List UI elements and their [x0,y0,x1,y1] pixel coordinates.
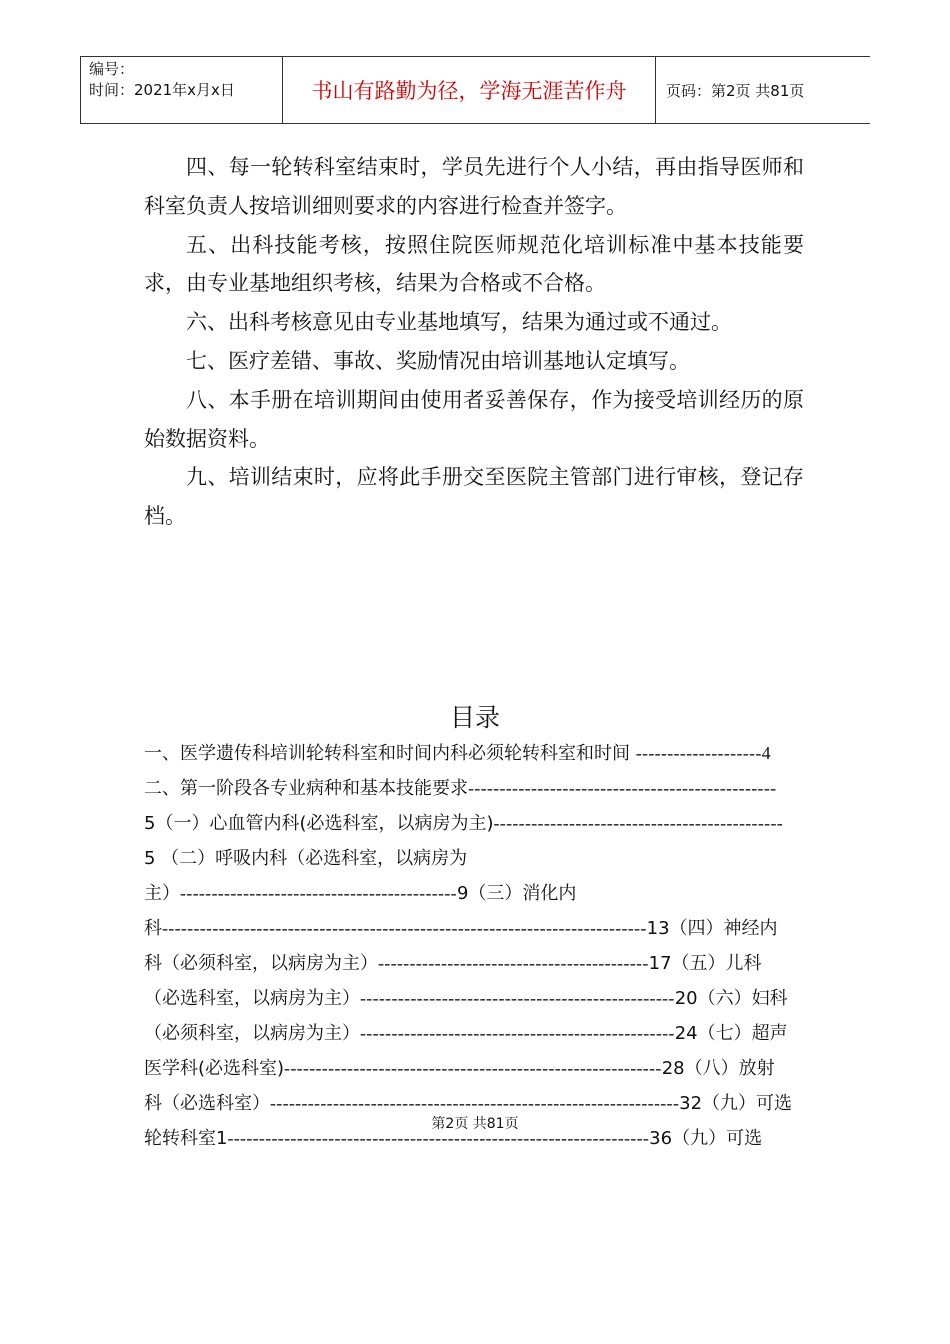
toc-leader: -------------------------------------------------- [360,1023,675,1043]
toc-line[interactable] [144,1051,804,1086]
paragraph: 五、出科技能考核，按照住院医师规范化培训标准中基本技能要求，由专业基地组织考核，结果为合格或不合格。 [144,232,804,296]
toc-text: 主） [144,883,180,904]
toc-text: 科 [144,918,162,939]
header-meta [81,57,283,123]
toc-text: 5 （二）呼吸内科（必选科室，以病房为 [144,848,468,869]
toc-page: 9（三）消化内 [456,883,577,904]
page-footer: 第2页 共81页 [431,1116,519,1132]
toc-line[interactable] [144,911,804,946]
toc-line[interactable] [144,806,804,841]
toc-text: 科（必选科室） [144,1093,270,1114]
toc-page: 13（四）神经内 [646,918,778,939]
toc-leader: -------------------- [635,743,762,763]
instructions-body [144,148,804,536]
toc-line[interactable] [144,736,804,771]
toc-leader: ------------------------------------------- [378,953,649,973]
toc-leader: ---------------------------------------------- [493,813,784,833]
toc-text: 二、第一阶段各专业病种和基本技能要求 [144,778,468,799]
date-label: 时间：2021年x月x日 [89,81,235,99]
paragraph: 八、本手册在培训期间由使用者妥善保存，作为接受培训经历的原始数据资料。 [144,387,804,451]
page-info: 页码：第2页 共81页 [666,81,805,100]
toc-leader: ------------------------------------------------------------------- [227,1128,650,1148]
toc-text: （必须科室，以病房为主） [144,1023,360,1044]
motto: 书山有路勤为径，学海无涯苦作舟 [283,57,656,123]
toc-line[interactable] [144,1016,804,1051]
toc-line[interactable] [144,946,804,981]
toc-leader: -------------------------------------------- [180,883,457,903]
toc-leader: ------------------------------------------------- [468,778,777,798]
toc-title: 目录 [449,703,500,732]
toc-text: （必选科室，以病房为主） [144,988,360,1009]
toc-text: 5（一）心血管内科(必选科室，以病房为主) [144,813,494,834]
paragraph: 四、每一轮转科室结束时，学员先进行个人小结，再由指导医师和科室负责人按培训细则要求的内容进行检查并签字。 [144,155,804,218]
toc-page: 20（六）妇科 [674,988,788,1009]
paragraph: 九、培训结束时，应将此手册交至医院主管部门进行审核，登记存档。 [144,465,804,529]
toc-line[interactable] [144,841,804,876]
toc-line[interactable] [144,981,804,1016]
toc-leader: ------------------------------------------------------------ [284,1058,662,1078]
toc-page: 24（七）超声 [674,1023,788,1044]
toc-page: 17（五）儿科 [648,953,762,974]
number-label: 编号： [89,60,135,78]
toc-text: 轮转科室1 [144,1128,228,1149]
toc-text: 科（必须科室，以病房为主） [144,953,378,974]
header-table [80,56,870,124]
toc-text: 一、医学遗传科培训轮转科室和时间内科必须轮转科室和时间 [144,743,636,764]
toc-leader: ----------------------------------------------------------------- [270,1093,680,1113]
paragraph: 七、医疗差错、事故、奖励情况由培训基地认定填写。 [186,348,690,373]
table-of-contents [144,736,804,1156]
toc-page: 4 [761,743,771,763]
toc-page: 32（九）可选 [679,1093,793,1114]
toc-leader: -------------------------------------------------- [360,988,675,1008]
toc-text: 医学科(必选科室) [144,1058,285,1079]
toc-line[interactable] [144,876,804,911]
paragraph: 六、出科考核意见由专业基地填写，结果为通过或不通过。 [186,310,732,335]
toc-page: 36（九）可选 [649,1128,763,1149]
toc-page: 28（八）放射 [661,1058,775,1079]
toc-line[interactable] [144,771,804,806]
toc-leader: ----------------------------------------------------------------------------- [162,918,647,938]
